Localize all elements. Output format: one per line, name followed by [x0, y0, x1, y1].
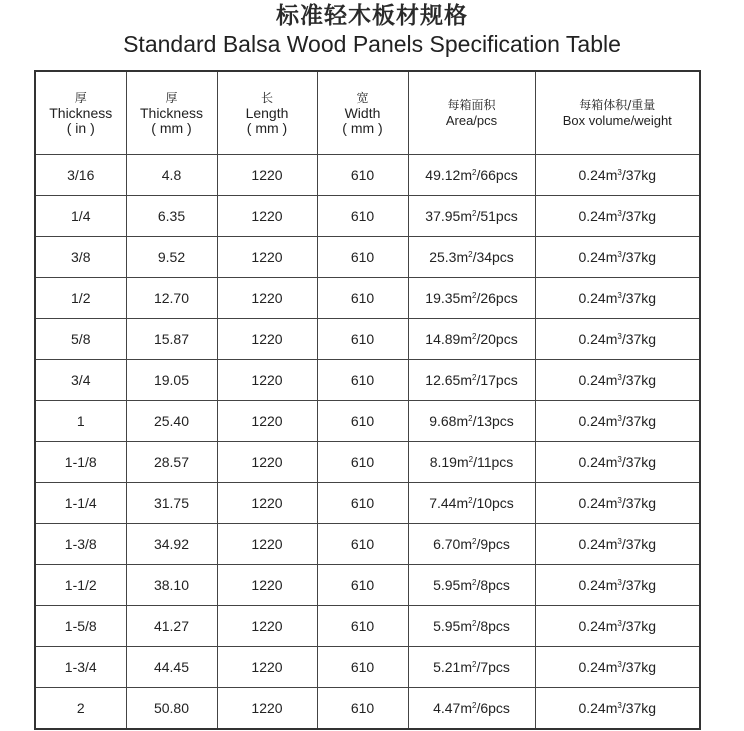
- cell-box-volume-weight: $0.24m^3/37kg$: [535, 237, 700, 278]
- cell-box-volume-weight: $0.24m^3/37kg$: [535, 360, 700, 401]
- cell-thickness-mm: 9.52: [126, 237, 217, 278]
- area-pcs: 26pcs: [480, 290, 518, 306]
- table-row: [35, 401, 700, 442]
- cell-width: 610: [317, 688, 408, 730]
- cell-area: $4.47m^2/6pcs$: [408, 688, 535, 730]
- weight-value: 37kg: [625, 249, 657, 265]
- table-row: [35, 483, 700, 524]
- table-row: [35, 319, 700, 360]
- volume-value: 0.24: [578, 413, 606, 429]
- cell-thickness-in: 1-5/8: [35, 606, 126, 647]
- page-title-english: Standard Balsa Wood Panels Specification Table: [123, 31, 621, 57]
- cell-area: $6.70m^2/9pcs$: [408, 524, 535, 565]
- area-value: 8.19: [429, 454, 457, 470]
- header-label-en: Box volume/weight: [562, 113, 672, 128]
- cell-width: 610: [317, 565, 408, 606]
- area-pcs: 9pcs: [480, 536, 510, 552]
- header-label-cn: 每箱面积: [447, 98, 496, 112]
- area-value: 19.35: [425, 290, 461, 306]
- cell-width: 610: [317, 278, 408, 319]
- area-value: 25.3: [429, 249, 457, 265]
- area-pcs: 11pcs: [476, 454, 514, 470]
- cell-area: $5.95m^2/8pcs$: [408, 565, 535, 606]
- cell-box-volume-weight: $0.24m^3/37kg$: [535, 442, 700, 483]
- header-label-cn: 长: [260, 90, 273, 105]
- cell-width: 610: [317, 237, 408, 278]
- cell-length: 1220: [217, 401, 317, 442]
- header-label-cn: 每箱体积/重量: [579, 98, 656, 112]
- cell-area: $12.65m^2/17pcs$: [408, 360, 535, 401]
- cell-thickness-mm: 12.70: [126, 278, 217, 319]
- volume-value: 0.24: [578, 372, 606, 388]
- cell-thickness-in: 3/16: [35, 155, 126, 196]
- cell-length: 1220: [217, 565, 317, 606]
- cell-box-volume-weight: $0.24m^3/37kg$: [535, 606, 700, 647]
- volume-value: 0.24: [578, 454, 606, 470]
- volume-value: 0.24: [578, 331, 606, 347]
- cell-thickness-in: 1/2: [35, 278, 126, 319]
- area-pcs: 17pcs: [480, 372, 518, 388]
- area-pcs: 10pcs: [476, 495, 514, 511]
- header-box-volume-weight: [535, 71, 700, 155]
- area-pcs: 7pcs: [480, 659, 510, 675]
- page-title-chinese: 标准轻木板材规格: [276, 3, 468, 29]
- cell-thickness-in: 3/8: [35, 237, 126, 278]
- header-label-en: Length: [245, 104, 289, 121]
- cell-length: 1220: [217, 360, 317, 401]
- weight-value: 37kg: [625, 536, 657, 552]
- table-row: [35, 565, 700, 606]
- area-value: 5.95: [433, 577, 461, 593]
- table-row: [35, 442, 700, 483]
- table-row: [35, 688, 700, 730]
- area-value: 12.65: [425, 372, 461, 388]
- cell-box-volume-weight: $0.24m^3/37kg$: [535, 688, 700, 730]
- cell-width: 610: [317, 196, 408, 237]
- cell-width: 610: [317, 360, 408, 401]
- area-pcs: 66pcs: [480, 167, 518, 183]
- cell-area: $49.12m^2/66pcs$: [408, 155, 535, 196]
- weight-value: 37kg: [625, 577, 657, 593]
- volume-value: 0.24: [578, 659, 606, 675]
- cell-length: 1220: [217, 688, 317, 730]
- table-row: [35, 647, 700, 688]
- cell-box-volume-weight: $0.24m^3/37kg$: [535, 278, 700, 319]
- header-label-cn: 厚: [74, 90, 87, 105]
- cell-thickness-mm: 19.05: [126, 360, 217, 401]
- header-label-en: Thickness: [49, 104, 113, 121]
- cell-thickness-mm: 4.8: [126, 155, 217, 196]
- cell-thickness-in: 1-3/4: [35, 647, 126, 688]
- area-pcs: 8pcs: [480, 618, 510, 634]
- table-row: [35, 278, 700, 319]
- header-label-cn: 厚: [165, 90, 178, 105]
- cell-box-volume-weight: $0.24m^3/37kg$: [535, 319, 700, 360]
- volume-value: 0.24: [578, 290, 606, 306]
- cell-width: 610: [317, 524, 408, 565]
- header-label-en: Area/pcs: [445, 113, 498, 128]
- cell-length: 1220: [217, 606, 317, 647]
- cell-width: 610: [317, 155, 408, 196]
- cell-length: 1220: [217, 524, 317, 565]
- header-unit: ( in ): [66, 119, 95, 136]
- spec-table-body: [35, 155, 700, 730]
- area-value: 7.44: [429, 495, 457, 511]
- cell-length: 1220: [217, 278, 317, 319]
- cell-width: 610: [317, 319, 408, 360]
- cell-area: $7.44m^2/10pcs$: [408, 483, 535, 524]
- cell-thickness-mm: 15.87: [126, 319, 217, 360]
- spec-table: [34, 70, 701, 730]
- cell-area: $37.95m^2/51pcs$: [408, 196, 535, 237]
- weight-value: 37kg: [625, 700, 657, 716]
- area-pcs: 8pcs: [480, 577, 510, 593]
- area-value: 5.95: [433, 618, 461, 634]
- weight-value: 37kg: [625, 659, 657, 675]
- area-pcs: 34pcs: [476, 249, 514, 265]
- cell-thickness-mm: 44.45: [126, 647, 217, 688]
- volume-value: 0.24: [578, 249, 606, 265]
- header-label-en: Width: [344, 104, 381, 121]
- cell-box-volume-weight: $0.24m^3/37kg$: [535, 647, 700, 688]
- cell-length: 1220: [217, 237, 317, 278]
- weight-value: 37kg: [625, 372, 657, 388]
- cell-box-volume-weight: $0.24m^3/37kg$: [535, 565, 700, 606]
- weight-value: 37kg: [625, 454, 657, 470]
- area-value: 14.89: [425, 331, 461, 347]
- weight-value: 37kg: [625, 208, 657, 224]
- volume-value: 0.24: [578, 700, 606, 716]
- header-thickness-in: [35, 71, 126, 155]
- cell-box-volume-weight: $0.24m^3/37kg$: [535, 196, 700, 237]
- area-value: 6.70: [433, 536, 461, 552]
- volume-value: 0.24: [578, 536, 606, 552]
- cell-thickness-in: 2: [35, 688, 126, 730]
- cell-area: $8.19m^2/11pcs$: [408, 442, 535, 483]
- header-unit: ( mm ): [342, 119, 383, 136]
- header-area: [408, 71, 535, 155]
- volume-value: 0.24: [578, 495, 606, 511]
- header-unit: ( mm ): [246, 119, 288, 136]
- header-width: [317, 71, 408, 155]
- cell-thickness-in: 5/8: [35, 319, 126, 360]
- cell-thickness-mm: 41.27: [126, 606, 217, 647]
- weight-value: 37kg: [625, 495, 657, 511]
- weight-value: 37kg: [625, 331, 657, 347]
- weight-value: 37kg: [625, 167, 657, 183]
- table-row: [35, 606, 700, 647]
- area-pcs: 6pcs: [480, 700, 510, 716]
- cell-box-volume-weight: $0.24m^3/37kg$: [535, 524, 700, 565]
- cell-thickness-in: 1-1/2: [35, 565, 126, 606]
- cell-length: 1220: [217, 319, 317, 360]
- area-value: 49.12: [425, 167, 461, 183]
- cell-length: 1220: [217, 442, 317, 483]
- area-pcs: 20pcs: [480, 331, 518, 347]
- weight-value: 37kg: [625, 618, 657, 634]
- cell-thickness-in: 1-1/8: [35, 442, 126, 483]
- cell-thickness-mm: 25.40: [126, 401, 217, 442]
- cell-area: $5.95m^2/8pcs$: [408, 606, 535, 647]
- table-row: [35, 237, 700, 278]
- cell-thickness-mm: 34.92: [126, 524, 217, 565]
- cell-box-volume-weight: $0.24m^3/37kg$: [535, 401, 700, 442]
- table-row: [35, 360, 700, 401]
- volume-value: 0.24: [578, 618, 606, 634]
- cell-width: 610: [317, 442, 408, 483]
- table-row: [35, 155, 700, 196]
- cell-width: 610: [317, 647, 408, 688]
- cell-thickness-mm: 38.10: [126, 565, 217, 606]
- area-pcs: 13pcs: [476, 413, 514, 429]
- cell-thickness-mm: 31.75: [126, 483, 217, 524]
- area-pcs: 51pcs: [480, 208, 518, 224]
- volume-value: 0.24: [578, 577, 606, 593]
- header-unit: ( mm ): [151, 119, 192, 136]
- cell-width: 610: [317, 606, 408, 647]
- header-length: [217, 71, 317, 155]
- cell-length: 1220: [217, 483, 317, 524]
- volume-value: 0.24: [578, 208, 606, 224]
- cell-width: 610: [317, 483, 408, 524]
- weight-value: 37kg: [625, 413, 657, 429]
- area-value: 37.95: [425, 208, 461, 224]
- cell-box-volume-weight: $0.24m^3/37kg$: [535, 483, 700, 524]
- cell-thickness-in: 3/4: [35, 360, 126, 401]
- cell-area: $25.3m^2/34pcs$: [408, 237, 535, 278]
- cell-box-volume-weight: $0.24m^3/37kg$: [535, 155, 700, 196]
- area-value: 4.47: [433, 700, 461, 716]
- cell-thickness-in: 1-1/4: [35, 483, 126, 524]
- weight-value: 37kg: [625, 290, 657, 306]
- header-row: [35, 71, 700, 155]
- table-row: [35, 196, 700, 237]
- header-label-cn: 宽: [356, 90, 369, 105]
- cell-area: $9.68m^2/13pcs$: [408, 401, 535, 442]
- cell-area: $19.35m^2/26pcs$: [408, 278, 535, 319]
- header-thickness-mm: [126, 71, 217, 155]
- cell-thickness-mm: 50.80: [126, 688, 217, 730]
- cell-thickness-mm: 6.35: [126, 196, 217, 237]
- header-label-en: Thickness: [139, 104, 204, 121]
- cell-area: $5.21m^2/7pcs$: [408, 647, 535, 688]
- cell-thickness-mm: 28.57: [126, 442, 217, 483]
- cell-length: 1220: [217, 647, 317, 688]
- cell-width: 610: [317, 401, 408, 442]
- cell-thickness-in: 1/4: [35, 196, 126, 237]
- area-value: 9.68: [429, 413, 457, 429]
- area-value: 5.21: [433, 659, 461, 675]
- cell-thickness-in: 1: [35, 401, 126, 442]
- cell-area: $14.89m^2/20pcs$: [408, 319, 535, 360]
- cell-thickness-in: 1-3/8: [35, 524, 126, 565]
- volume-value: 0.24: [578, 167, 606, 183]
- cell-length: 1220: [217, 196, 317, 237]
- cell-length: 1220: [217, 155, 317, 196]
- table-row: [35, 524, 700, 565]
